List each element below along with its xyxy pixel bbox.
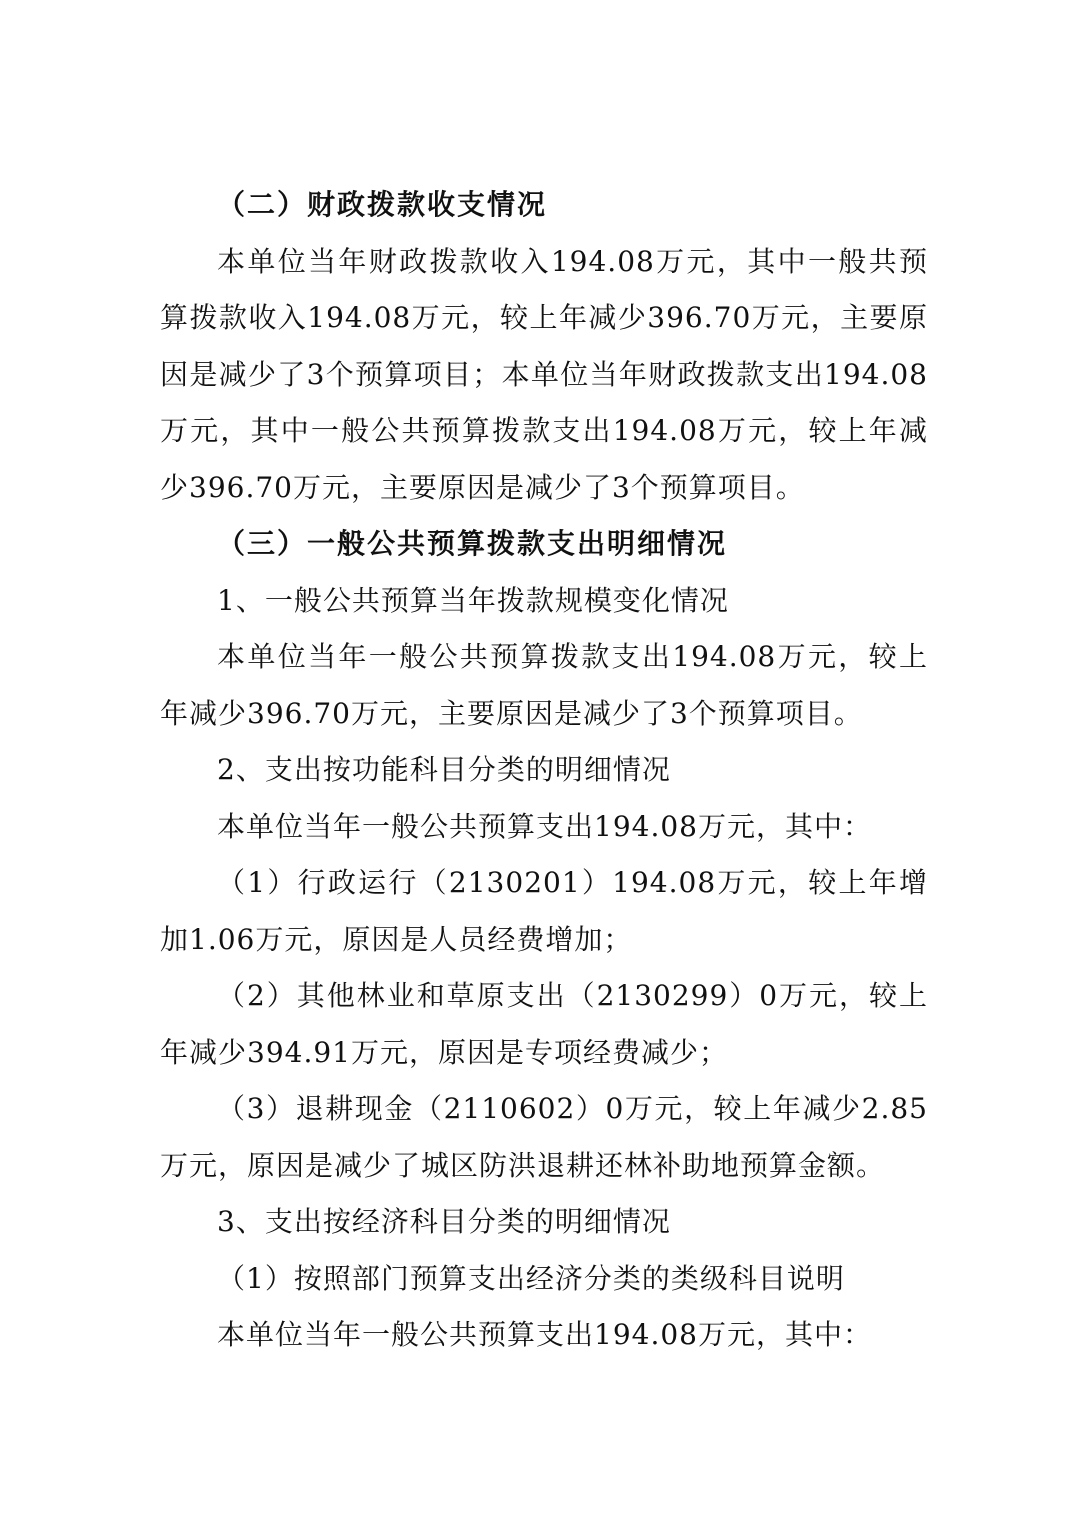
subheading-allocation-scale: 1、一般公共预算当年拨款规模变化情况 <box>217 583 729 617</box>
list-item-forestry-grassland: （2）其他林业和草原支出（2130299）0万元，较上年减少394.91万元，原因是专项经费减少； <box>160 979 928 1069</box>
subheading-functional-classification: 2、支出按功能科目分类的明细情况 <box>217 753 671 786</box>
paragraph-allocation-scale: 本单位当年一般公共预算拨款支出194.08万元，较上年减少396.70万元，主要原因是减少了3个预算项目。 <box>160 640 928 730</box>
list-item-farmland-cash: （3）退耕现金（2110602）0万元，较上年减少2.85万元，原因是减少了城区防洪退耕还林补助地预算金额。 <box>160 1092 928 1182</box>
paragraph-functional-total: 本单位当年一般公共预算支出194.08万元，其中： <box>217 809 872 843</box>
list-item-administrative-operation: （1）行政运行（2130201）194.08万元，较上年增加1.06万元，原因是人员经费增加； <box>160 866 928 956</box>
document-body <box>160 177 928 1364</box>
section-heading-fiscal-income-expense: （二）财政拨款收支情况 <box>217 188 548 221</box>
subheading-economic-classification: 3、支出按经济科目分类的明细情况 <box>217 1205 671 1238</box>
list-item-economic-category: （1）按照部门预算支出经济分类的类级科目说明 <box>217 1261 845 1295</box>
section-heading-general-budget-detail: （三）一般公共预算拨款支出明细情况 <box>217 527 728 560</box>
paragraph-fiscal-income-expense: 本单位当年财政拨款收入194.08万元，其中一般共预算拨款收入194.08万元，较上年减少396.70万元，主要原因是减少了3个预算项目；本单位当年财政拨款支出194.08万元，其中一般公共预算拨款支出194.08万元，较上年减少396.70万元，主要原因是减少了3个预算项目。 <box>160 244 928 504</box>
paragraph-economic-total: 本单位当年一般公共预算支出194.08万元，其中： <box>217 1318 872 1351</box>
